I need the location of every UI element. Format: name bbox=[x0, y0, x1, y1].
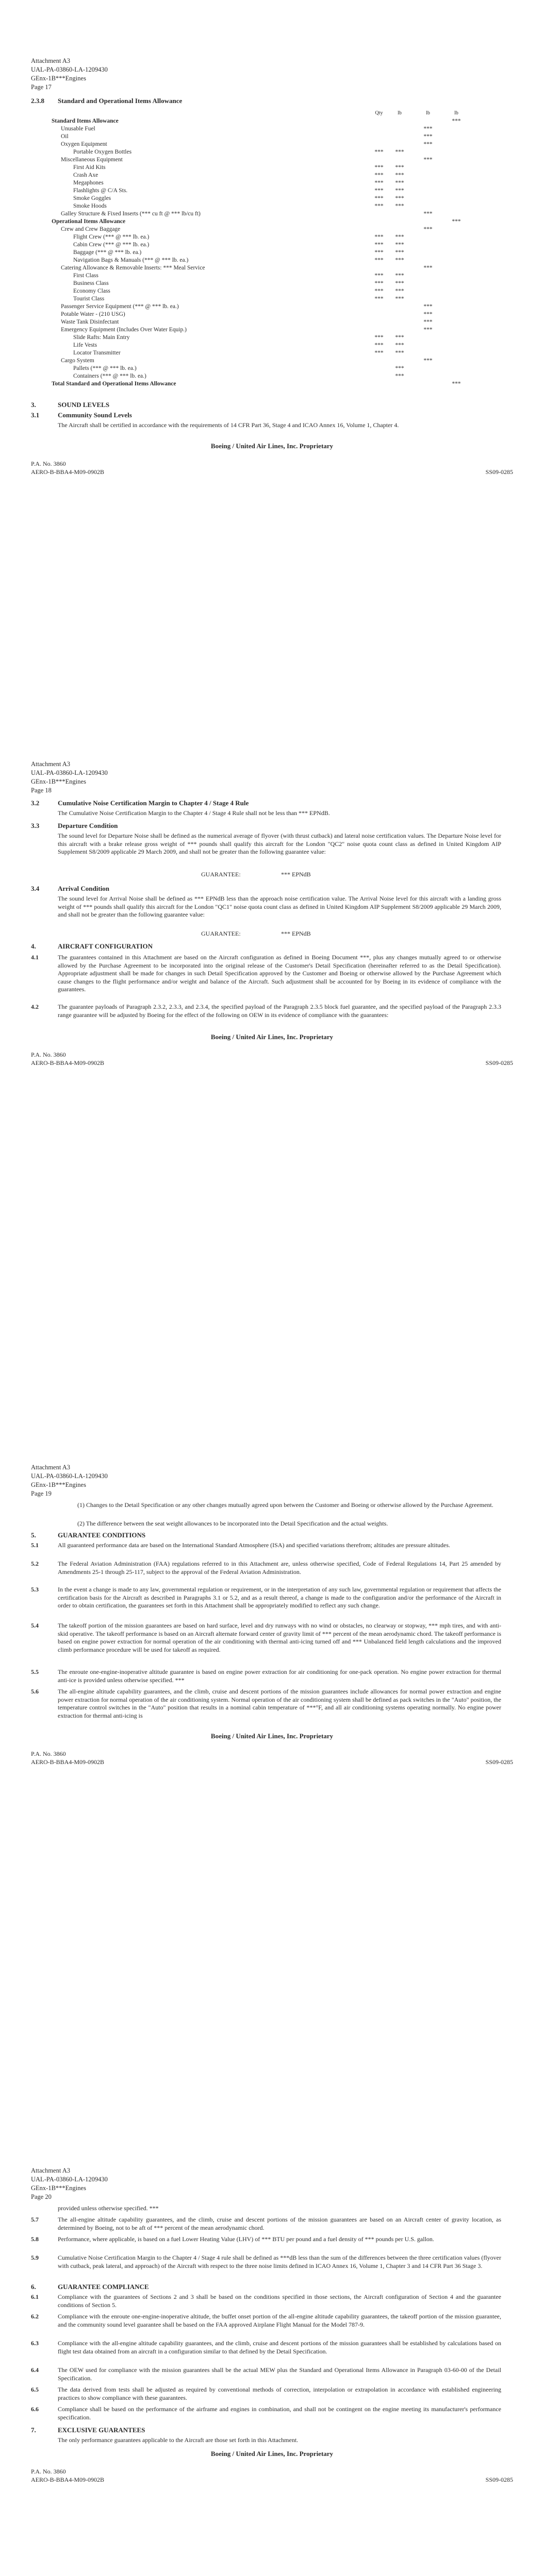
page-number: Page 19 bbox=[31, 1490, 52, 1497]
row-label: Miscellaneous Equipment bbox=[61, 157, 123, 163]
aero-reference: AERO-B-BBA4-M09-0902B bbox=[31, 1758, 105, 1766]
proprietary-notice: Boeing / United Air Lines, Inc. Proprietary bbox=[210, 442, 334, 450]
row-label: Locator Transmitter bbox=[73, 350, 121, 356]
row-label: Cargo System bbox=[61, 358, 94, 364]
paragraph-number: 6.3 bbox=[31, 2340, 39, 2347]
row-value: *** bbox=[374, 234, 384, 240]
guarantee-label: GUARANTEE: bbox=[201, 930, 241, 937]
row-label: Crash Axe bbox=[73, 172, 98, 178]
numbered-paragraph bbox=[31, 954, 501, 994]
page-number: Page 18 bbox=[31, 787, 52, 794]
pa-number: P.A. No. 3860 bbox=[31, 2468, 66, 2475]
page-footer bbox=[31, 460, 513, 476]
table-row bbox=[52, 287, 505, 295]
page-19 bbox=[0, 1406, 544, 2110]
page-17 bbox=[0, 0, 544, 703]
row-label: Operational Items Allowance bbox=[52, 218, 126, 225]
table-row bbox=[52, 380, 505, 388]
table-row bbox=[52, 272, 505, 280]
row-value: *** bbox=[423, 157, 433, 163]
ss-reference: SS09-0285 bbox=[485, 2476, 513, 2483]
row-value: *** bbox=[395, 296, 404, 302]
paragraph-number: 6.1 bbox=[31, 2293, 39, 2300]
table-row bbox=[52, 226, 505, 233]
paragraph-text: The all-engine altitude capability guarantees, and the climb, cruise and descent portions of the mission guarantees are based on an Aircraft center of gravity location, as determined by Boeing, not to be aft of *** percent of the mean aerodynamic chord. bbox=[58, 2216, 501, 2231]
numbered-paragraph bbox=[31, 2366, 501, 2382]
row-label: Unusable Fuel bbox=[61, 126, 95, 132]
row-value: *** bbox=[452, 118, 461, 124]
paragraph-number: 5.1 bbox=[31, 1541, 39, 1549]
page-18 bbox=[0, 703, 544, 1406]
paragraph-number: 5.2 bbox=[31, 1560, 39, 1567]
paragraph: The Aircraft shall be certified in accordance with the requirements of 14 CFR Part 36, Stage 4 and ICAO Annex 16, Volume 1, Chapter 4. bbox=[58, 421, 399, 429]
page-20 bbox=[0, 2110, 544, 2576]
section-heading bbox=[31, 2283, 149, 2291]
document-id: UAL-PA-03860-LA-1209430 bbox=[31, 66, 108, 73]
row-label: Tourist Class bbox=[73, 296, 105, 302]
list-item: (2) The difference between the seat weight allowances to be incorporated into the Detail Specification and the actual weights. bbox=[77, 1520, 388, 1527]
row-label: First Class bbox=[73, 273, 98, 279]
row-value: *** bbox=[423, 126, 433, 132]
table-row bbox=[52, 187, 505, 195]
document-id: UAL-PA-03860-LA-1209430 bbox=[31, 2176, 108, 2183]
row-value: *** bbox=[452, 218, 461, 225]
paragraph-number: 6.2 bbox=[31, 2313, 39, 2320]
row-value: *** bbox=[423, 265, 433, 271]
section-number: 3.2 bbox=[31, 799, 40, 807]
row-label: Containers (*** @ *** lb. ea.) bbox=[73, 373, 146, 379]
row-value: *** bbox=[395, 249, 404, 256]
table-row bbox=[52, 249, 505, 257]
paragraph: The Cumulative Noise Certification Margin to the Chapter 4 / Stage 4 Rule shall not be less than *** EPNdB. bbox=[58, 809, 330, 817]
section-heading bbox=[31, 799, 249, 807]
paragraph-text: Compliance shall be based on the performance of the airframe and engines in combination, and shall not be contingent on the engine meeting its manufacturer's performance specification. bbox=[58, 2405, 501, 2421]
row-label: Oil bbox=[61, 133, 69, 140]
table-row bbox=[52, 303, 505, 311]
guarantee-label: GUARANTEE: bbox=[201, 871, 241, 878]
table-row bbox=[52, 326, 505, 334]
row-value: *** bbox=[395, 188, 404, 194]
row-label: Life Vests bbox=[73, 342, 97, 348]
aero-reference: AERO-B-BBA4-M09-0902B bbox=[31, 468, 105, 476]
table-row bbox=[52, 133, 505, 141]
paragraph-number: 5.3 bbox=[31, 1586, 39, 1593]
paragraph-text: The enroute one-engine-inoperative altitude guarantee is based on engine power extraction for air conditioning for one-pack operation. No engine power extraction for thermal anti-ice is provided unless otherwise specified. *** bbox=[58, 1668, 501, 1684]
section-title: Cumulative Noise Certification Margin to Chapter 4 / Stage 4 Rule bbox=[58, 799, 249, 807]
section-title: Standard and Operational Items Allowance bbox=[58, 97, 183, 105]
row-label: Megaphones bbox=[73, 180, 104, 186]
engine-label: GEnx-1B***Engines bbox=[31, 1481, 86, 1488]
numbered-paragraph bbox=[31, 2293, 501, 2309]
section-number: 3.4 bbox=[31, 885, 40, 892]
row-value: *** bbox=[374, 334, 384, 341]
paragraph-number: 5.8 bbox=[31, 2235, 39, 2243]
row-value: *** bbox=[374, 288, 384, 294]
numbered-paragraph bbox=[31, 1668, 501, 1684]
section-title: AIRCRAFT CONFIGURATION bbox=[58, 942, 153, 950]
paragraph-text: Cumulative Noise Certification Margin to the Chapter 4 / Stage 4 rule shall be defined as ***dB less than the sum of the differences between the three certification values (flyover with cutback, peak lateral, and approach) of the Aircraft with respect to the three noise limits defined in ICAO Annex 16, Volume 1, Chapter 3 and 14 CFR Part 36 Stage 3. bbox=[58, 2254, 501, 2269]
paragraph-number: 6.5 bbox=[31, 2386, 39, 2393]
paragraph: The sound level for Departure Noise shall be defined as the numerical average of flyover (with thrust cutback) and lateral noise certification values. The Departure Noise level for this aircraft with a brake release gross weight of *** pounds shall qualify this aircraft for the London "QC2" noise quota count class as defined in United Kingdom AIP Supplement S8/2009 applicable 29 March 2009, and shall not be greater than the following guarantee value: bbox=[58, 832, 501, 855]
attachment-label: Attachment A3 bbox=[31, 760, 71, 768]
table-row bbox=[52, 172, 505, 179]
row-value: *** bbox=[395, 334, 404, 341]
section-number: 7. bbox=[31, 2426, 36, 2434]
numbered-paragraph bbox=[31, 1560, 501, 1576]
column-header: Qty bbox=[375, 110, 383, 116]
attachment-label: Attachment A3 bbox=[31, 1464, 71, 1471]
row-value: *** bbox=[423, 141, 433, 147]
attachment-label: Attachment A3 bbox=[31, 2167, 71, 2174]
numbered-paragraph bbox=[31, 2254, 501, 2270]
table-row bbox=[52, 202, 505, 210]
table-row bbox=[52, 372, 505, 380]
row-value: *** bbox=[395, 257, 404, 263]
row-value: *** bbox=[395, 180, 404, 186]
ss-reference: SS09-0285 bbox=[485, 1758, 513, 1766]
table-row bbox=[52, 295, 505, 303]
paragraph-number: 5.5 bbox=[31, 1668, 39, 1675]
paragraph-number: 4.1 bbox=[31, 954, 39, 961]
section-title: GUARANTEE COMPLIANCE bbox=[58, 2283, 149, 2291]
section-number: 3. bbox=[31, 401, 36, 409]
table-row bbox=[52, 318, 505, 326]
paragraph-text: The Federal Aviation Administration (FAA) regulations referred to in this Attachment are, unless otherwise specified, Code of Federal Regulations 14, Part 25 amended by Amendments 25-1 through 25-117, subject to the approval of the Federal Aviation Administration. bbox=[58, 1560, 501, 1575]
page-footer bbox=[31, 1050, 513, 1067]
row-value: *** bbox=[395, 234, 404, 240]
table-row bbox=[52, 125, 505, 133]
aero-reference: AERO-B-BBA4-M09-0902B bbox=[31, 1059, 105, 1066]
pa-number: P.A. No. 3860 bbox=[31, 1051, 66, 1058]
numbered-paragraph bbox=[31, 2340, 501, 2355]
paragraph-number: 6.6 bbox=[31, 2405, 39, 2413]
row-label: Pallets (*** @ *** lb. ea.) bbox=[73, 365, 137, 371]
row-label: Oxygen Equipment bbox=[61, 141, 107, 147]
row-label: Total Standard and Operational Items Allowance bbox=[52, 381, 176, 387]
row-label: Business Class bbox=[73, 280, 109, 286]
paragraph: The only performance guarantees applicable to the Aircraft are those set forth in this Attachment. bbox=[58, 2436, 299, 2444]
section-heading bbox=[31, 97, 182, 105]
row-label: Cabin Crew (*** @ *** lb. ea.) bbox=[73, 242, 150, 248]
row-label: Navigation Bags & Manuals (*** @ *** lb. ea.) bbox=[73, 257, 189, 263]
section-heading bbox=[31, 401, 109, 409]
row-label: Economy Class bbox=[73, 288, 110, 294]
numbered-paragraph bbox=[31, 1622, 501, 1654]
row-label: Galley Structure & Fixed Inserts (*** cu ft @ *** lb/cu ft) bbox=[61, 211, 201, 217]
numbered-paragraph bbox=[31, 2216, 501, 2232]
row-value: *** bbox=[374, 280, 384, 286]
row-label: Smoke Hoods bbox=[73, 203, 107, 209]
guarantee-value: *** EPNdB bbox=[281, 871, 311, 878]
row-value: *** bbox=[423, 303, 433, 310]
table-row bbox=[52, 311, 505, 318]
row-value: *** bbox=[374, 342, 384, 348]
paragraph-text: Compliance with the guarantees of Sections 2 and 3 shall be based on the conditions specified in those sections, the Aircraft configuration of Section 4 and the guarantee conditions of Section 5. bbox=[58, 2293, 501, 2309]
section-title: EXCLUSIVE GUARANTEES bbox=[58, 2426, 145, 2434]
table-row bbox=[52, 365, 505, 372]
row-value: *** bbox=[395, 373, 404, 379]
row-label: Slide Rafts: Main Entry bbox=[73, 334, 130, 341]
section-heading bbox=[31, 885, 109, 893]
page-header bbox=[31, 1463, 108, 1498]
row-value: *** bbox=[395, 350, 404, 356]
row-value: *** bbox=[423, 358, 433, 364]
paragraph-number: 5.6 bbox=[31, 1688, 39, 1695]
row-value: *** bbox=[374, 164, 384, 171]
column-header: lb bbox=[454, 110, 458, 116]
page-header bbox=[31, 2166, 108, 2201]
proprietary-notice: Boeing / United Air Lines, Inc. Proprietary bbox=[210, 2450, 334, 2458]
engine-label: GEnx-1B***Engines bbox=[31, 2184, 86, 2192]
numbered-paragraph bbox=[31, 1586, 501, 1610]
row-value: *** bbox=[374, 273, 384, 279]
row-value: *** bbox=[374, 350, 384, 356]
row-label: Catering Allowance & Removable Inserts: *** Meal Service bbox=[61, 265, 205, 271]
page-footer bbox=[31, 1750, 513, 1766]
row-label: Portable Oxygen Bottles bbox=[73, 149, 132, 155]
row-value: *** bbox=[374, 296, 384, 302]
table-row bbox=[52, 241, 505, 249]
table-row bbox=[52, 148, 505, 156]
row-label: Baggage (*** @ *** lb. ea.) bbox=[73, 249, 142, 256]
section-title: Arrival Condition bbox=[58, 885, 110, 892]
numbered-paragraph bbox=[31, 1003, 501, 1019]
section-number: 4. bbox=[31, 942, 36, 950]
paragraph-number: 5.4 bbox=[31, 1622, 39, 1629]
paragraph-text: In the event a change is made to any law, governmental regulation or requirement, or in the interpretation of any such law, governmental regulation or requirement that affects the certification basis for the Aircraft as described in Paragraphs 3.1 or 5.2, and as a result thereof, a change is made to the configuration and/or the performance of the Aircraft in order to obtain certification, the guarantees set forth in this Attachment shall be appropriately modified to reflect any such change. bbox=[58, 1586, 501, 1609]
column-header: lb bbox=[426, 110, 430, 116]
section-title: GUARANTEE CONDITIONS bbox=[58, 1531, 146, 1539]
column-header: lb bbox=[398, 110, 402, 116]
page-footer bbox=[31, 2467, 513, 2484]
row-value: *** bbox=[395, 164, 404, 171]
table-row bbox=[52, 257, 505, 264]
numbered-paragraph bbox=[31, 2235, 501, 2244]
table-row bbox=[52, 164, 505, 172]
pa-number: P.A. No. 3860 bbox=[31, 460, 66, 467]
table-row bbox=[52, 210, 505, 218]
row-value: *** bbox=[374, 172, 384, 178]
paragraph-text: The guarantees contained in this Attachment are based on the Aircraft configuration as defined in Boeing Document ***, plus any changes mutually agreed to or otherwise allowed by the Purchase Agreement to be incorporated into the original release of the Customer's Detail Specification (hereinafter referred to as the Detail Specification). Appropriate adjustment shall be made for changes in such Detail Specification approved by the Customer and Boeing or otherwise allowed by the Purchase Agreement which cause changes to the flight performance and/or weight and balance of the Aircraft. Such adjustment shall be accounted for by Boeing in its evidence of compliance with the guarantees. bbox=[58, 954, 501, 993]
table-row bbox=[52, 218, 505, 226]
pa-number: P.A. No. 3860 bbox=[31, 1750, 66, 1757]
paragraph-text: The OEW used for compliance with the mission guarantees shall be the actual MEW plus the Standard and Operational Items Allowance in Paragraph 03-60-00 of the Detail Specification. bbox=[58, 2366, 501, 2382]
paragraph-text: The takeoff portion of the mission guarantees are based on hard surface, level and dry runways with no wind or obstacles, no clearway or stopway, *** mph tires, and with anti-skid operative. The takeoff performance is based on an Aircraft alternate forward center of gravity limit of *** percent of the mean aerodynamic chord. The takeoff performance is based on engine power extraction for normal operation of the air conditioning with thermal anti-icing turned off and *** Unbalanced field length calculations and the improved climb performance procedure will be used for takeoff as required. bbox=[58, 1622, 501, 1653]
table-row bbox=[52, 117, 505, 125]
row-value: *** bbox=[374, 180, 384, 186]
attachment-label: Attachment A3 bbox=[31, 57, 71, 64]
row-label: Crew and Crew Baggage bbox=[61, 226, 121, 232]
row-value: *** bbox=[395, 273, 404, 279]
ss-reference: SS09-0285 bbox=[485, 468, 513, 476]
numbered-paragraph bbox=[31, 1688, 501, 1720]
list-item: (1) Changes to the Detail Specification or any other changes mutually agreed upon between the Customer and Boeing or otherwise allowed by the Purchase Agreement. bbox=[77, 1501, 493, 1509]
row-value: *** bbox=[423, 311, 433, 317]
page-header bbox=[31, 57, 108, 92]
numbered-paragraph bbox=[31, 2405, 501, 2421]
table-row bbox=[52, 195, 505, 202]
row-value: *** bbox=[423, 327, 433, 333]
document-id: UAL-PA-03860-LA-1209430 bbox=[31, 769, 108, 776]
row-value: *** bbox=[423, 226, 433, 232]
section-title: Community Sound Levels bbox=[58, 411, 132, 419]
aero-reference: AERO-B-BBA4-M09-0902B bbox=[31, 2476, 105, 2483]
paragraph-text: The data derived from tests shall be adjusted as required by conventional methods of correction, interpolation or extrapolation in accordance with established engineering practices to show compliance with these guarantees. bbox=[58, 2386, 501, 2401]
proprietary-notice: Boeing / United Air Lines, Inc. Proprietary bbox=[210, 1033, 334, 1041]
row-label: Flashlights @ C/A Sts. bbox=[73, 188, 128, 194]
row-value: *** bbox=[374, 242, 384, 248]
row-label: Flight Crew (*** @ *** lb. ea.) bbox=[73, 234, 150, 240]
table-row bbox=[52, 334, 505, 342]
row-value: *** bbox=[395, 195, 404, 201]
guarantee-value: *** EPNdB bbox=[281, 930, 311, 937]
row-value: *** bbox=[423, 319, 433, 325]
numbered-paragraph bbox=[31, 2313, 501, 2329]
table-header-row bbox=[52, 109, 505, 117]
row-value: *** bbox=[395, 365, 404, 371]
paragraph: The sound level for Arrival Noise shall be defined as *** EPNdB less than the approach noise certification value. The Arrival Noise level for this aircraft with a landing gross weight of *** pounds shall qualify this aircraft for the London "QC1" noise quota count class as defined in United Kingdom AIP Supplement S8/2009 applicable 29 March 2009, and shall not be greater than the following guarantee value: bbox=[58, 895, 501, 918]
section-heading bbox=[31, 1531, 145, 1539]
paragraph-number: 4.2 bbox=[31, 1003, 39, 1010]
row-value: *** bbox=[423, 211, 433, 217]
page-number: Page 17 bbox=[31, 83, 52, 91]
paragraph-text: Compliance with the all-engine altitude capability guarantees, and the climb, cruise and descent portions of the mission guarantees shall be established by calculations based on flight test data obtained from an aircraft in a configuration similar to that defined by the Detail Specification. bbox=[58, 2340, 501, 2355]
section-number: 3.3 bbox=[31, 822, 40, 829]
paragraph-text: Performance, where applicable, is based on a fuel Lower Heating Value (LHV) of *** BTU per pound and a fuel density of *** pounds per U.S. gallon. bbox=[58, 2235, 434, 2243]
table-row bbox=[52, 264, 505, 272]
row-value: *** bbox=[374, 195, 384, 201]
row-value: *** bbox=[374, 249, 384, 256]
row-value: *** bbox=[395, 342, 404, 348]
section-title: Departure Condition bbox=[58, 822, 118, 829]
paragraph-text: All guaranteed performance data are based on the International Standard Atmosphere (ISA) and specified variations therefrom; altitudes are pressure altitudes. bbox=[58, 1541, 451, 1549]
row-value: *** bbox=[395, 149, 404, 155]
continuation-text: provided unless otherwise specified. *** bbox=[58, 2205, 159, 2212]
row-value: *** bbox=[452, 381, 461, 387]
section-heading bbox=[31, 411, 132, 419]
row-label: Emergency Equipment (Includes Over Water Equip.) bbox=[61, 327, 187, 333]
row-value: *** bbox=[374, 149, 384, 155]
paragraph-number: 5.9 bbox=[31, 2254, 39, 2261]
ss-reference: SS09-0285 bbox=[485, 1059, 513, 1066]
section-number: 5. bbox=[31, 1531, 36, 1539]
row-value: *** bbox=[374, 188, 384, 194]
row-value: *** bbox=[395, 288, 404, 294]
row-label: Potable Water - (210 USG) bbox=[61, 311, 125, 317]
page-number: Page 20 bbox=[31, 2193, 52, 2200]
row-value: *** bbox=[395, 242, 404, 248]
document-id: UAL-PA-03860-LA-1209430 bbox=[31, 1472, 108, 1480]
row-value: *** bbox=[395, 172, 404, 178]
section-number: 6. bbox=[31, 2283, 36, 2291]
table-row bbox=[52, 141, 505, 148]
table-row bbox=[52, 342, 505, 349]
paragraph-number: 6.4 bbox=[31, 2366, 39, 2374]
row-label: Waste Tank Disinfectant bbox=[61, 319, 119, 325]
section-number: 2.3.8 bbox=[31, 97, 44, 105]
row-value: *** bbox=[374, 257, 384, 263]
row-value: *** bbox=[395, 203, 404, 209]
row-value: *** bbox=[423, 133, 433, 140]
row-label: Smoke Goggles bbox=[73, 195, 111, 201]
proprietary-notice: Boeing / United Air Lines, Inc. Proprietary bbox=[210, 1732, 334, 1740]
table-row bbox=[52, 179, 505, 187]
numbered-paragraph bbox=[31, 2386, 501, 2402]
section-heading bbox=[31, 942, 153, 951]
section-title: SOUND LEVELS bbox=[58, 401, 110, 409]
table-row bbox=[52, 156, 505, 164]
section-number: 3.1 bbox=[31, 411, 40, 419]
paragraph-number: 5.7 bbox=[31, 2216, 39, 2223]
paragraph-text: The guarantee payloads of Paragraph 2.3.2, 2.3.3, and 2.3.4, the specified payload of the Paragraph 2.3.5 block fuel guarantee, and the specified payload of the Paragraph 2.3.3 range guarantee will be adjusted by Boeing for the effect of the following on OEW in its evidence of compliance with the guarantees: bbox=[58, 1003, 501, 1019]
paragraph-text: Compliance with the enroute one-engine-inoperative altitude, the buffet onset portion of the all-engine altitude capability guarantees, the takeoff portion of the mission guarantee, and the community sound level guarantee shall be based on the FAA approved Airplane Flight Manual for the Model 787-9. bbox=[58, 2313, 501, 2328]
table-row bbox=[52, 349, 505, 357]
row-label: Standard Items Allowance bbox=[52, 118, 119, 124]
engine-label: GEnx-1B***Engines bbox=[31, 75, 86, 82]
engine-label: GEnx-1B***Engines bbox=[31, 778, 86, 785]
row-label: First Aid Kits bbox=[73, 164, 106, 171]
table-row bbox=[52, 280, 505, 287]
items-allowance-table bbox=[52, 109, 505, 387]
row-value: *** bbox=[374, 203, 384, 209]
row-label: Passenger Service Equipment (*** @ *** lb. ea.) bbox=[61, 303, 179, 310]
page-header bbox=[31, 760, 108, 795]
section-heading bbox=[31, 2426, 145, 2434]
row-value: *** bbox=[395, 280, 404, 286]
table-row bbox=[52, 233, 505, 241]
table-row bbox=[52, 357, 505, 365]
section-heading bbox=[31, 822, 118, 830]
paragraph-text: The all-engine altitude capability guarantees, and the climb, cruise and descent portions of the mission guarantees include allowances for normal power extraction and engine power extraction for normal operation of the air conditioning system. Normal operation of the air conditioning system shall be defined as pack switches in the "Auto" position, the temperature control switches in the "Auto" position that results in a nominal cabin temperature of ***°F, and all air conditioning systems operating normally. No engine power extraction for thermal anti-icing is bbox=[58, 1688, 501, 1719]
numbered-paragraph bbox=[31, 1541, 501, 1550]
